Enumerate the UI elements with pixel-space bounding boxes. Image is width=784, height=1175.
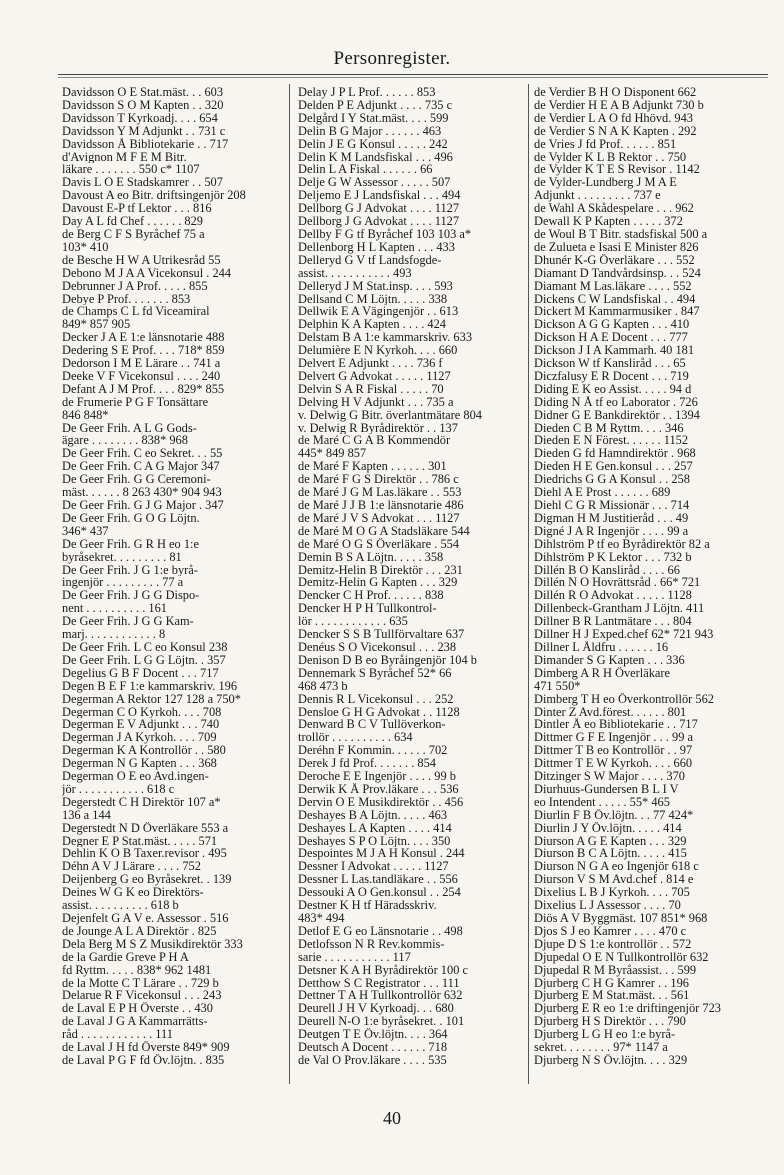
register-entry: de Verdier H E A B Adjunkt 730 b — [534, 98, 704, 112]
register-entry: Davidsson O E Stat.mäst. . . 603 — [62, 86, 224, 99]
register-entry: de la Gardie Greve P H A — [62, 950, 189, 964]
register-entry: Deutsch A Docent . . . . . . 718 — [298, 1041, 448, 1054]
register-entry: Dessner I Advokat . . . . . 1127 — [298, 860, 449, 874]
register-entry: Diding N Å tf eo Laborator . 726 — [534, 395, 698, 409]
register-entry: Adjunkt . . . . . . . . . 737 e — [534, 189, 661, 203]
register-entry: Degerstedt C H Direktör 107 a* — [62, 795, 221, 809]
register-entry: Diamant M Las.läkare . . . . 552 — [534, 279, 692, 293]
register-entry: Dedorson I M E Lärare . . 741 a — [62, 357, 221, 370]
register-entry: Demitz-Helin G Kapten . . . 329 — [298, 576, 458, 590]
register-entry: Dimberg A R H Överläkare — [534, 666, 671, 680]
register-entry: Dedering S E Prof. . . . 718* 859 — [62, 344, 225, 358]
register-entry: Delstam B A 1:e kammarskriv. 633 — [298, 331, 473, 345]
register-entry: de Maré C G A B Kommendör — [298, 434, 451, 448]
register-entry: Delvert E Adjunkt . . . . 736 f — [298, 357, 443, 370]
register-entry: de Zulueta e Isasi E Minister 826 — [534, 240, 699, 254]
register-entry: Djurberg L G H eo 1:e byrå- — [534, 1028, 676, 1042]
register-entry: Dixelius L B J Kyrkoh. . . . 705 — [534, 886, 690, 900]
register-entry: Didner G E Bankdirektör . . 1394 — [534, 408, 700, 422]
register-entry: jör . . . . . . . . . . . 618 c — [62, 782, 175, 796]
register-entry: Davidsson S O M Kapten . . 320 — [62, 98, 224, 112]
register-entry: assist. . . . . . . . . . 618 b — [62, 899, 179, 912]
register-entry: Dihlström P K Lektor . . . 732 b — [534, 550, 692, 564]
register-entry: Diös A V Byggmäst. 107 851* 968 — [534, 912, 708, 925]
register-entry: De Geer Frih. G J G Major . 347 — [62, 499, 224, 512]
register-entry: Dickson W tf Kanslіråd . . . 65 — [534, 357, 686, 370]
register-entry: Dixelius L J Assessor . . . . 70 — [534, 899, 681, 912]
register-entry: Detsner K A H Byrådirektör 100 c — [298, 963, 468, 977]
register-entry: Dickson J I A Kammarh. 40 181 — [534, 344, 695, 358]
register-entry: de Maré J J B 1:e länsnotarie 486 — [298, 499, 464, 512]
register-entry: De Geer Frih. C A G Major 347 — [62, 460, 220, 474]
register-entry: Dettner T A H Tullkontrollör 632 — [298, 989, 463, 1003]
register-entry: läkare . . . . . . . 550 c* 1107 — [62, 163, 200, 177]
register-entry: Ditzinger S W Major . . . . 370 — [534, 770, 685, 783]
register-entry: Diurson N G A eo Ingenjör 618 c — [534, 860, 699, 874]
register-entry: 103* 410 — [62, 240, 109, 254]
register-entry: Denward B C V Tullöverkon- — [298, 718, 446, 732]
header-rule-thin — [58, 77, 768, 78]
register-entry: Dela Berg M S Z Musikdirektör 333 — [62, 937, 243, 951]
register-entry: trollör . . . . . . . . . . 634 — [298, 731, 413, 745]
register-entry: Degerman E V Adjunkt . . . 740 — [62, 718, 220, 732]
register-entry: Dieden H E Gen.konsul . . . 257 — [534, 460, 693, 474]
register-entry: de Champs C L fd Viceamiral — [62, 305, 210, 319]
register-entry: de Laval E P H Överste . . 430 — [62, 1002, 213, 1016]
register-entry: Deeke V F Vicekonsul . . . . 240 — [62, 369, 221, 383]
register-entry: Delje G W Assessor . . . . . 507 — [298, 176, 451, 190]
register-entry: De Geer Frih. A L G Gods- — [62, 421, 197, 435]
register-entry: råd . . . . . . . . . . . . 111 — [62, 1028, 173, 1042]
register-entry: Debye P Prof. . . . . . . 853 — [62, 292, 191, 306]
register-entry: Deshayes B A Löjtn. . . . . 463 — [298, 808, 448, 822]
register-column-1 — [62, 86, 280, 1086]
register-entry: Dillner B R Lantmätare . . . 804 — [534, 615, 692, 629]
register-entry: 445* 849 857 — [298, 447, 367, 461]
register-entry: Diehl A E Prost . . . . . . 689 — [534, 486, 671, 499]
register-entry: Dillner L Åldfru . . . . . . 16 — [534, 640, 669, 654]
register-entry: Digman H M Justitieråd . . . 49 — [534, 511, 689, 525]
register-entry: Dillén N O Hovrättsråd . 66* 721 — [534, 576, 701, 590]
register-entry: v. Delwig G Bitr. överlantmätare 804 — [298, 408, 482, 422]
register-entry: de Woul B T Bitr. stadsfiskal 500 a — [534, 227, 708, 241]
register-entry: Delin B G Major . . . . . . 463 — [298, 124, 442, 138]
register-entry: Dinter Z Avd.förest. . . . . . 801 — [534, 705, 687, 719]
register-entry: de Berg C F S Byråchef 75 a — [62, 227, 205, 241]
register-entry: Dillner H J Exped.chef 62* 721 943 — [534, 628, 714, 641]
register-entry: de Vylder K L B Rektor . . 750 — [534, 150, 687, 164]
register-entry: Degerman J A Kyrkoh. . . . 709 — [62, 731, 217, 745]
register-entry: Denéus S O Vicekonsul . . . 238 — [298, 640, 457, 654]
register-entry: Dittmer G F E Ingenjör . . . 99 a — [534, 731, 693, 745]
register-entry: Debrunner J A Prof. . . . . 855 — [62, 279, 208, 293]
register-entry: Djurberg H S Direktör . . . 790 — [534, 1015, 686, 1029]
register-entry: Dellenborg H L Kapten . . . 433 — [298, 240, 455, 254]
register-entry: Dencker H P H Tullkontrol- — [298, 602, 437, 616]
register-entry: byråsekret. . . . . . . . . 81 — [62, 550, 182, 564]
register-entry: sekret. . . . . . . . 97* 1147 a — [534, 1041, 668, 1054]
register-entry: Djupedal R M Byråassist. . . 599 — [534, 963, 697, 977]
register-entry: eo Intendent . . . . . 55* 465 — [534, 795, 670, 809]
register-entry: Djos S J eo Kamrer . . . . 470 c — [534, 924, 687, 938]
register-entry: Davidsson Y M Adjunkt . . 731 c — [62, 124, 226, 138]
register-entry: Djupe D S 1:e kontrollör . . 572 — [534, 937, 692, 951]
register-entry: Dencker C H Prof. . . . . . 838 — [298, 589, 444, 603]
register-column-2 — [298, 86, 518, 1086]
register-entry: Despointes M J A H Konsul . 244 — [298, 847, 465, 861]
register-entry: marj. . . . . . . . . . . . 8 — [62, 628, 166, 641]
register-entry: Deurell J H V Kyrkoadj. . . 680 — [298, 1002, 454, 1016]
register-entry: Deines W G K eo Direktörs- — [62, 886, 204, 900]
register-entry: Degerman A Rektor 127 128 a 750* — [62, 692, 241, 706]
register-entry: 468 473 b — [298, 679, 348, 693]
register-entry: Digné J A R Ingenjör . . . . 99 a — [534, 524, 689, 538]
register-entry: fd Ryttm. . . . . 838* 962 1481 — [62, 963, 212, 977]
register-entry: Davoust A eo Bitr. driftsingenjör 208 — [62, 189, 246, 203]
register-entry: Dieden C B M Ryttm. . . . 346 — [534, 421, 684, 435]
register-entry: Davidsson Å Bibliotekarie . . 717 — [62, 137, 229, 151]
register-entry: Dhunér K-G Överläkare . . . 552 — [534, 253, 695, 267]
register-entry: Deroche E E Ingenjör . . . . 99 b — [298, 770, 456, 783]
register-entry: Diehl C G R Missionär . . . 714 — [534, 499, 690, 512]
register-entry: Degner E P Stat.mäst. . . . . 571 — [62, 834, 218, 848]
register-entry: Delleryd G V tf Landsfogde- — [298, 253, 442, 267]
register-entry: Déhn A V J Lärare . . . . 752 — [62, 860, 201, 874]
register-entry: de la Motte C T Lärare . . 729 b — [62, 976, 219, 990]
register-column-3 — [534, 86, 766, 1086]
register-entry: de Wahl A Skådespelare . . . 962 — [534, 202, 694, 216]
register-entry: Dessner L Las.tandläkare . . 556 — [298, 873, 458, 887]
register-entry: Djurberg E M Stat.mäst. . . 561 — [534, 989, 690, 1003]
register-entry: Deshayes L A Kapten . . . . 414 — [298, 821, 452, 835]
register-entry: Demin B S A Löjtn. . . . . 358 — [298, 550, 444, 564]
register-entry: de Val O Prov.läkare . . . . 535 — [298, 1053, 447, 1067]
register-entry: Dellwik E A Vägingenjör . . 613 — [298, 305, 459, 319]
register-entry: de Verdier L A O fd Hhövd. 943 — [534, 111, 693, 125]
register-entry: Dillenbeck-Grantham J Löjtn. 411 — [534, 602, 705, 616]
register-entry: Decker J A E 1:e länsnotarie 488 — [62, 331, 225, 345]
register-entry: ingenjör . . . . . . . . . 77 a — [62, 576, 184, 590]
register-entry: Djurberg N S Öv.löjtn. . . . 329 — [534, 1053, 688, 1067]
register-entry: Delphin K A Kapten . . . . 424 — [298, 318, 446, 332]
register-entry: De Geer Frih. G G Ceremoni- — [62, 473, 211, 487]
register-entry: Delving H V Adjunkt . . . 735 a — [298, 395, 454, 409]
register-entry: de Vylder-Lundberg J M A E — [534, 176, 677, 190]
register-entry: Denison D B eo Byråingenjör 104 b — [298, 653, 477, 667]
register-entry: de Verdier S N A K Kapten . 292 — [534, 124, 697, 138]
register-entry: nent . . . . . . . . . . 161 — [62, 602, 167, 616]
register-entry: sarie . . . . . . . . . . . 117 — [298, 950, 411, 964]
register-entry: Dieden E N Förest. . . . . . 1152 — [534, 434, 689, 448]
register-entry: Dennis R L Vicekonsul . . . 252 — [298, 692, 454, 706]
register-entry: de Jounge A L A Direktör . 825 — [62, 924, 217, 938]
register-entry: Defant A J M Prof. . . . 829* 855 — [62, 382, 225, 396]
register-entry: De Geer Frih. L C eo Konsul 238 — [62, 640, 228, 654]
register-entry: Delin K M Landsfiskal . . . 496 — [298, 150, 453, 164]
register-entry: Dihlström P tf eo Byrådirektör 82 a — [534, 537, 710, 551]
register-entry: Diurlin F B Öv.löjtn. . . 77 424* — [534, 808, 694, 822]
register-entry: ägare . . . . . . . . 838* 968 — [62, 434, 188, 448]
register-entry: 346* 437 — [62, 524, 109, 538]
register-entry: Delarue R F Vicekonsul . . . 243 — [62, 989, 222, 1003]
register-entry: Dillén B O Kanslіråd . . . . 66 — [534, 563, 680, 577]
register-entry: Degen B E F 1:e kammarskriv. 196 — [62, 679, 238, 693]
register-entry: Delay J P L Prof. . . . . . 853 — [298, 86, 436, 99]
register-entry: de Maré M O G A Stadsläkare 544 — [298, 524, 470, 538]
register-entry: Djurberg E R eo 1:e driftingenjör 723 — [534, 1002, 721, 1016]
register-entry: 849* 857 905 — [62, 318, 131, 332]
register-entry: Dimberg T H eo Överkontrollör 562 — [534, 692, 714, 706]
register-entry: Deréhn F Kommin. . . . . . 702 — [298, 744, 448, 758]
register-entry: Delgård I Y Stat.mäst. . . . 599 — [298, 111, 449, 125]
register-entry: Delin J E G Konsul . . . . . 242 — [298, 137, 448, 151]
register-entry: Delin L A Fiskal . . . . . . 66 — [298, 163, 433, 177]
register-entry: 136 a 144 — [62, 808, 111, 822]
register-entry: Degerman C O Kyrkoh. . . . 708 — [62, 705, 222, 719]
register-entry: Derek J fd Prof. . . . . . . 854 — [298, 757, 436, 771]
register-entry: Diding E K eo Assist. . . . . 94 d — [534, 382, 692, 396]
register-entry: de Frumerie P G F Tonsättare — [62, 395, 209, 409]
register-entry: de Verdier B H O Disponent 662 — [534, 86, 697, 99]
register-entry: Detlof E G eo Länsnotarie . . 498 — [298, 924, 463, 938]
register-entry: De Geer Frih. G O G Löjtn. — [62, 511, 200, 525]
register-entry: Deurell N-O 1:e byråsekret. . 101 — [298, 1015, 465, 1029]
register-entry: Dieden G fd Hamndirektör . 968 — [534, 447, 696, 461]
register-entry: Dellborg J G Advokat . . . . 1127 — [298, 215, 460, 228]
register-entry: Diurson B C A Löjtn. . . . . 415 — [534, 847, 687, 861]
register-entry: Degerstedt N D Överläkare 553 a — [62, 821, 229, 835]
register-entry: de Laval J H fd Överste 849* 909 — [62, 1041, 230, 1054]
register-entry: de Maré F Kapten . . . . . . 301 — [298, 460, 447, 474]
register-entry: Dennemark S Byråchef 52* 66 — [298, 666, 452, 680]
register-entry: Dervin O E Musikdirektör . . 456 — [298, 795, 464, 809]
register-entry: De Geer Frih. L G G Löjtn. . 357 — [62, 653, 226, 667]
register-entry: De Geer Frih. J G 1:e byrå- — [62, 563, 198, 577]
register-entry: Djupedal O E N Tullkontrollör 632 — [534, 950, 709, 964]
register-entry: Diurlin J Y Öv.löjtn. . . . . 414 — [534, 821, 682, 835]
register-entry: Deljemo E J Landsfiskal . . . 494 — [298, 189, 461, 203]
register-entry: Degerman O E eo Avd.ingen- — [62, 770, 209, 783]
register-entry: Densloe G H G Advokat . . 1128 — [298, 705, 460, 719]
register-entry: Diczfalusy E R Docent . . . 719 — [534, 369, 689, 383]
register-entry: assist. . . . . . . . . . . 493 — [298, 266, 412, 280]
register-entry: d'Avignon M F E M Bitr. — [62, 150, 187, 164]
register-entry: de Maré F G S Direktör . . 786 c — [298, 473, 459, 487]
header-rule — [58, 74, 768, 75]
register-entry: Diurson V S M Avd.chef . 814 e — [534, 873, 694, 887]
register-entry: Degerman N G Kapten . . . 368 — [62, 757, 217, 771]
register-entry: de Maré O G S Överläkare . 554 — [298, 537, 460, 551]
register-entry: Deutgen T E Öv.löjtn. . . . 364 — [298, 1028, 448, 1042]
register-entry: Degerman K A Kontrollör . . 580 — [62, 744, 226, 758]
register-entry: Detlofsson N R Rev.kommis- — [298, 937, 445, 951]
register-entry: mäst. . . . . . 8 263 430* 904 943 — [62, 486, 222, 499]
register-entry: 846 848* — [62, 408, 109, 422]
register-entry: Delumière E N Kyrkoh. . . . 660 — [298, 344, 458, 358]
register-entry: de Maré J G M Las.läkare . . 553 — [298, 486, 462, 499]
register-entry: Dintler Å eo Bibliotekarie . . 717 — [534, 718, 698, 732]
register-entry: De Geer Frih. J G G Dispo- — [62, 589, 200, 603]
register-entry: 471 550* — [534, 679, 581, 693]
register-entry: Dickens C W Landsfiskal . . 494 — [534, 292, 696, 306]
register-entry: Delvert G Advokat . . . . . 1127 — [298, 369, 451, 383]
register-entry: Dittmer T E W Kyrkoh. . . . 660 — [534, 757, 693, 771]
register-entry: Delleryd J M Stat.insp. . . . 593 — [298, 279, 453, 293]
register-entry: Delden P E Adjunkt . . . . 735 c — [298, 98, 453, 112]
register-entry: Debono M J A A Vicekonsul . 244 — [62, 266, 232, 280]
register-entry: Dimander S G Kapten . . . 336 — [534, 653, 685, 667]
register-entry: Dellborg G J Advokat . . . . 1127 — [298, 202, 460, 216]
register-entry: Dejenfelt G A V e. Assessor . 516 — [62, 912, 229, 925]
register-entry: 483* 494 — [298, 912, 345, 925]
column-separator — [289, 84, 290, 1084]
register-entry: Dehlin K O B Taxer.revisor . 495 — [62, 847, 227, 861]
register-entry: Detthow S C Registrator . . . 111 — [298, 976, 460, 990]
register-entry: De Geer Frih. J G G Kam- — [62, 615, 194, 629]
register-entry: Djurberg C H G Kamrer . . 196 — [534, 976, 689, 990]
register-entry: Diurhuus-Gundersen B L I V — [534, 782, 679, 796]
register-entry: Davidsson T Kyrkoadj. . . . 654 — [62, 111, 218, 125]
register-entry: Destner K H tf Häradsskriv. — [298, 899, 437, 912]
register-entry: De Geer Frih. G R H eo 1:e — [62, 537, 199, 551]
register-entry: Deijenberg G eo Byråsekret. . 139 — [62, 873, 232, 887]
register-entry: lör . . . . . . . . . . . . 635 — [298, 615, 408, 629]
register-entry: Davoust E-P tf Lektor . . . 816 — [62, 202, 212, 216]
register-entry: Dickson A G G Kapten . . . 410 — [534, 318, 690, 332]
column-separator — [528, 84, 529, 1084]
page-number: 40 — [383, 1108, 401, 1128]
register-entry: Dittmer T B eo Kontrollör . . 97 — [534, 744, 693, 758]
register-entry: Dellby F G tf Byråchef 103 103 a* — [298, 227, 472, 241]
register-entry: de Besche H W A Utrikesråd 55 — [62, 253, 221, 267]
register-entry: Dewall K P Kapten . . . . . 372 — [534, 215, 683, 228]
register-entry: de Laval P G F fd Öv.löjtn. . 835 — [62, 1053, 225, 1067]
register-entry: de Vylder K T E S Revisor . 1142 — [534, 163, 700, 177]
register-entry: de Vries J fd Prof. . . . . . 851 — [534, 137, 677, 151]
register-entry: Dencker S S B Tullförvaltare 637 — [298, 628, 465, 641]
register-entry: De Geer Frih. C eo Sekret. . . 55 — [62, 447, 223, 461]
register-entry: Day A L fd Chef . . . . . . 829 — [62, 215, 203, 228]
register-entry: Deshayes S P O Löjtn. . . . 350 — [298, 834, 451, 848]
page-title: Personregister. — [333, 48, 451, 69]
register-entry: Dellsand C M Löjtn. . . . . 338 — [298, 292, 448, 306]
register-entry: Dickson H A E Docent . . . 777 — [534, 331, 688, 345]
register-entry: Dickert M Kammarmusiker . 847 — [534, 305, 700, 319]
register-entry: Diamant D Tandvårdsinsp. . . 524 — [534, 266, 701, 280]
register-entry: Diedrichs G G A Konsul . . 258 — [534, 473, 690, 487]
register-entry: de Laval J G A Kammarrätts- — [62, 1015, 208, 1029]
register-entry: Degelius G B F Docent . . . 717 — [62, 666, 219, 680]
register-entry: Delvin S A R Fiskal . . . . . 70 — [298, 382, 444, 396]
register-entry: Demitz-Helin B Direktör . . . 231 — [298, 563, 463, 577]
register-entry: Dillén R O Advokat . . . . . 1128 — [534, 589, 692, 603]
register-entry: Diurson A G E Kapten . . . 329 — [534, 834, 687, 848]
register-entry: Davis L O E Stadskamrer . . 507 — [62, 176, 223, 190]
register-entry: v. Delwig R Byrådirektör . . 137 — [298, 421, 458, 435]
register-entry: Derwik K Å Prov.läkare . . . 536 — [298, 782, 459, 796]
register-entry: de Maré J V S Advokat . . . 1127 — [298, 511, 460, 525]
register-entry: Dessouki A O Gen.konsul . . 254 — [298, 886, 461, 900]
